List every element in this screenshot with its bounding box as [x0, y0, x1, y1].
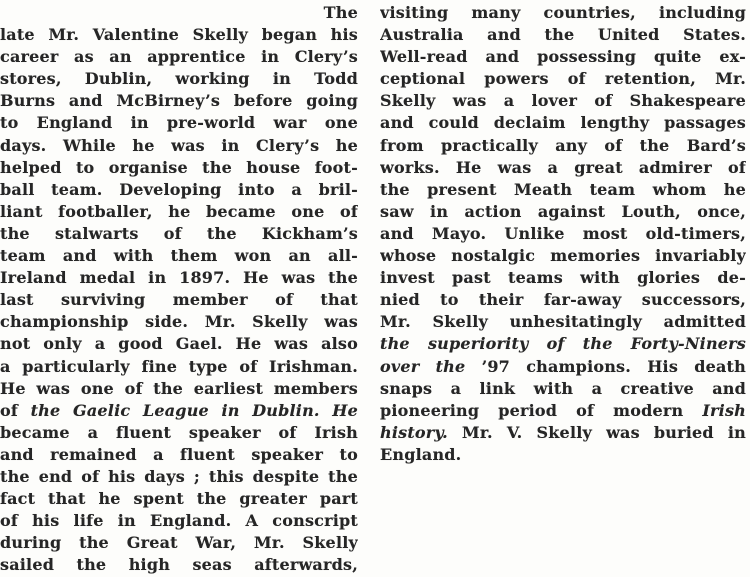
text-segment: England. — [380, 444, 462, 464]
text-segment: last surviving member of that — [0, 290, 358, 310]
text-line — [0, 201, 358, 223]
text-line — [0, 223, 358, 245]
text-line — [380, 422, 746, 444]
text-segment: The — [323, 3, 358, 22]
text-line — [380, 68, 746, 90]
text-segment: works. He was a great admirer of — [380, 157, 746, 177]
text-line — [0, 444, 358, 466]
text-line — [380, 24, 746, 46]
text-line — [0, 466, 358, 488]
text-line — [380, 46, 746, 68]
text-line — [0, 2, 358, 24]
text-segment: ’97 champions. His death — [481, 356, 746, 376]
text-segment: of — [0, 400, 31, 420]
text-segment: pioneering period of modern — [380, 400, 703, 420]
text-line — [380, 245, 746, 267]
text-segment: Well-read and possessing quite ex- — [380, 47, 746, 67]
text-segment: became a fluent speaker of Irish — [0, 422, 358, 442]
article-column-right — [380, 2, 746, 466]
text-line — [0, 422, 358, 444]
text-segment: saw in action against Louth, once, — [380, 201, 746, 221]
text-line — [380, 90, 746, 112]
text-line — [0, 400, 358, 422]
text-line — [0, 267, 358, 289]
text-segment: snaps a link with a creative and — [380, 378, 746, 398]
text-segment: from practically any of the Bard’s — [380, 135, 746, 155]
text-line — [0, 378, 358, 400]
text-line — [0, 112, 358, 134]
text-segment: Mr. V. Skelly was buried in — [447, 422, 746, 442]
text-segment: the present Meath team whom he — [380, 179, 746, 199]
text-segment: to England in pre-world war one — [0, 113, 358, 133]
text-segment: ceptional powers of retention, Mr. — [380, 69, 746, 89]
italic-text-segment: over the — [380, 356, 482, 376]
text-line — [0, 311, 358, 333]
text-segment: sailed the high seas afterwards, — [0, 555, 358, 575]
text-segment: invest past teams with glories de- — [380, 268, 746, 288]
text-segment: and remained a fluent speaker to — [0, 444, 358, 464]
text-segment: nied to their far-away successors, — [380, 290, 746, 310]
text-line — [0, 510, 358, 532]
text-line — [0, 554, 358, 576]
text-line — [0, 356, 358, 378]
italic-text-segment: history. — [380, 422, 448, 442]
text-line — [380, 135, 746, 157]
text-segment: Skelly was a lover of Shakespeare — [380, 91, 746, 111]
text-line — [380, 179, 746, 201]
text-segment: late Mr. Valentine Skelly began his — [0, 25, 358, 45]
text-line — [380, 378, 746, 400]
text-line — [0, 157, 358, 179]
text-segment: helped to organise the house foot- — [0, 157, 358, 177]
text-segment: championship side. Mr. Skelly was — [0, 312, 358, 332]
italic-text-segment: the Gaelic League in Dublin. He — [30, 400, 358, 420]
text-line — [0, 289, 358, 311]
text-line — [380, 289, 746, 311]
text-segment: whose nostalgic memories invariably — [380, 246, 746, 266]
text-segment: career as an apprentice in Clery’s — [0, 47, 358, 67]
text-line — [0, 333, 358, 355]
text-line — [0, 135, 358, 157]
text-line — [0, 532, 358, 554]
text-line — [380, 157, 746, 179]
text-segment: Ireland medal in 1897. He was the — [0, 268, 358, 288]
text-segment: Burns and McBirney’s before going — [0, 91, 358, 111]
text-line — [380, 112, 746, 134]
text-line — [380, 311, 746, 333]
text-segment: He was one of the earliest members — [0, 378, 358, 398]
text-line — [0, 68, 358, 90]
text-segment: ball team. Developing into a bril- — [0, 179, 358, 199]
text-line — [380, 400, 746, 422]
text-segment: not only a good Gael. He was also — [0, 334, 358, 354]
text-line — [0, 46, 358, 68]
text-line — [0, 24, 358, 46]
text-line — [380, 223, 746, 245]
text-line — [0, 245, 358, 267]
text-segment: and could declaim lengthy passages — [380, 113, 746, 133]
text-line — [0, 488, 358, 510]
text-line — [380, 201, 746, 223]
text-segment: during the Great War, Mr. Skelly — [0, 533, 358, 553]
text-line — [380, 444, 746, 466]
text-line — [380, 356, 746, 378]
text-segment: Australia and the United States. — [380, 25, 746, 45]
text-segment: visiting many countries, including — [380, 3, 746, 22]
text-segment: liant footballer, he became one of — [0, 201, 358, 221]
text-segment: fact that he spent the greater part — [0, 489, 358, 509]
text-segment: days. While he was in Clery’s he — [0, 135, 358, 155]
italic-text-segment: the superiority of the Forty-Niners — [380, 334, 746, 354]
text-segment: and Mayo. Unlike most old-timers, — [380, 223, 746, 243]
article-column-left — [0, 2, 358, 576]
text-line — [380, 333, 746, 355]
text-segment: the end of his days ; this despite the — [0, 466, 358, 486]
text-segment: a particularly fine type of Irishman. — [0, 356, 358, 376]
text-segment: Mr. Skelly unhesitatingly admitted — [380, 312, 746, 332]
text-segment: team and with them won an all- — [0, 246, 358, 266]
text-line — [0, 90, 358, 112]
italic-text-segment: Irish — [702, 400, 746, 420]
text-segment: of his life in England. A conscript — [0, 511, 358, 531]
text-segment: the stalwarts of the Kickham’s — [0, 223, 358, 243]
text-segment: stores, Dublin, working in Todd — [0, 69, 358, 89]
text-line — [380, 267, 746, 289]
text-line — [0, 179, 358, 201]
text-line — [380, 2, 746, 24]
